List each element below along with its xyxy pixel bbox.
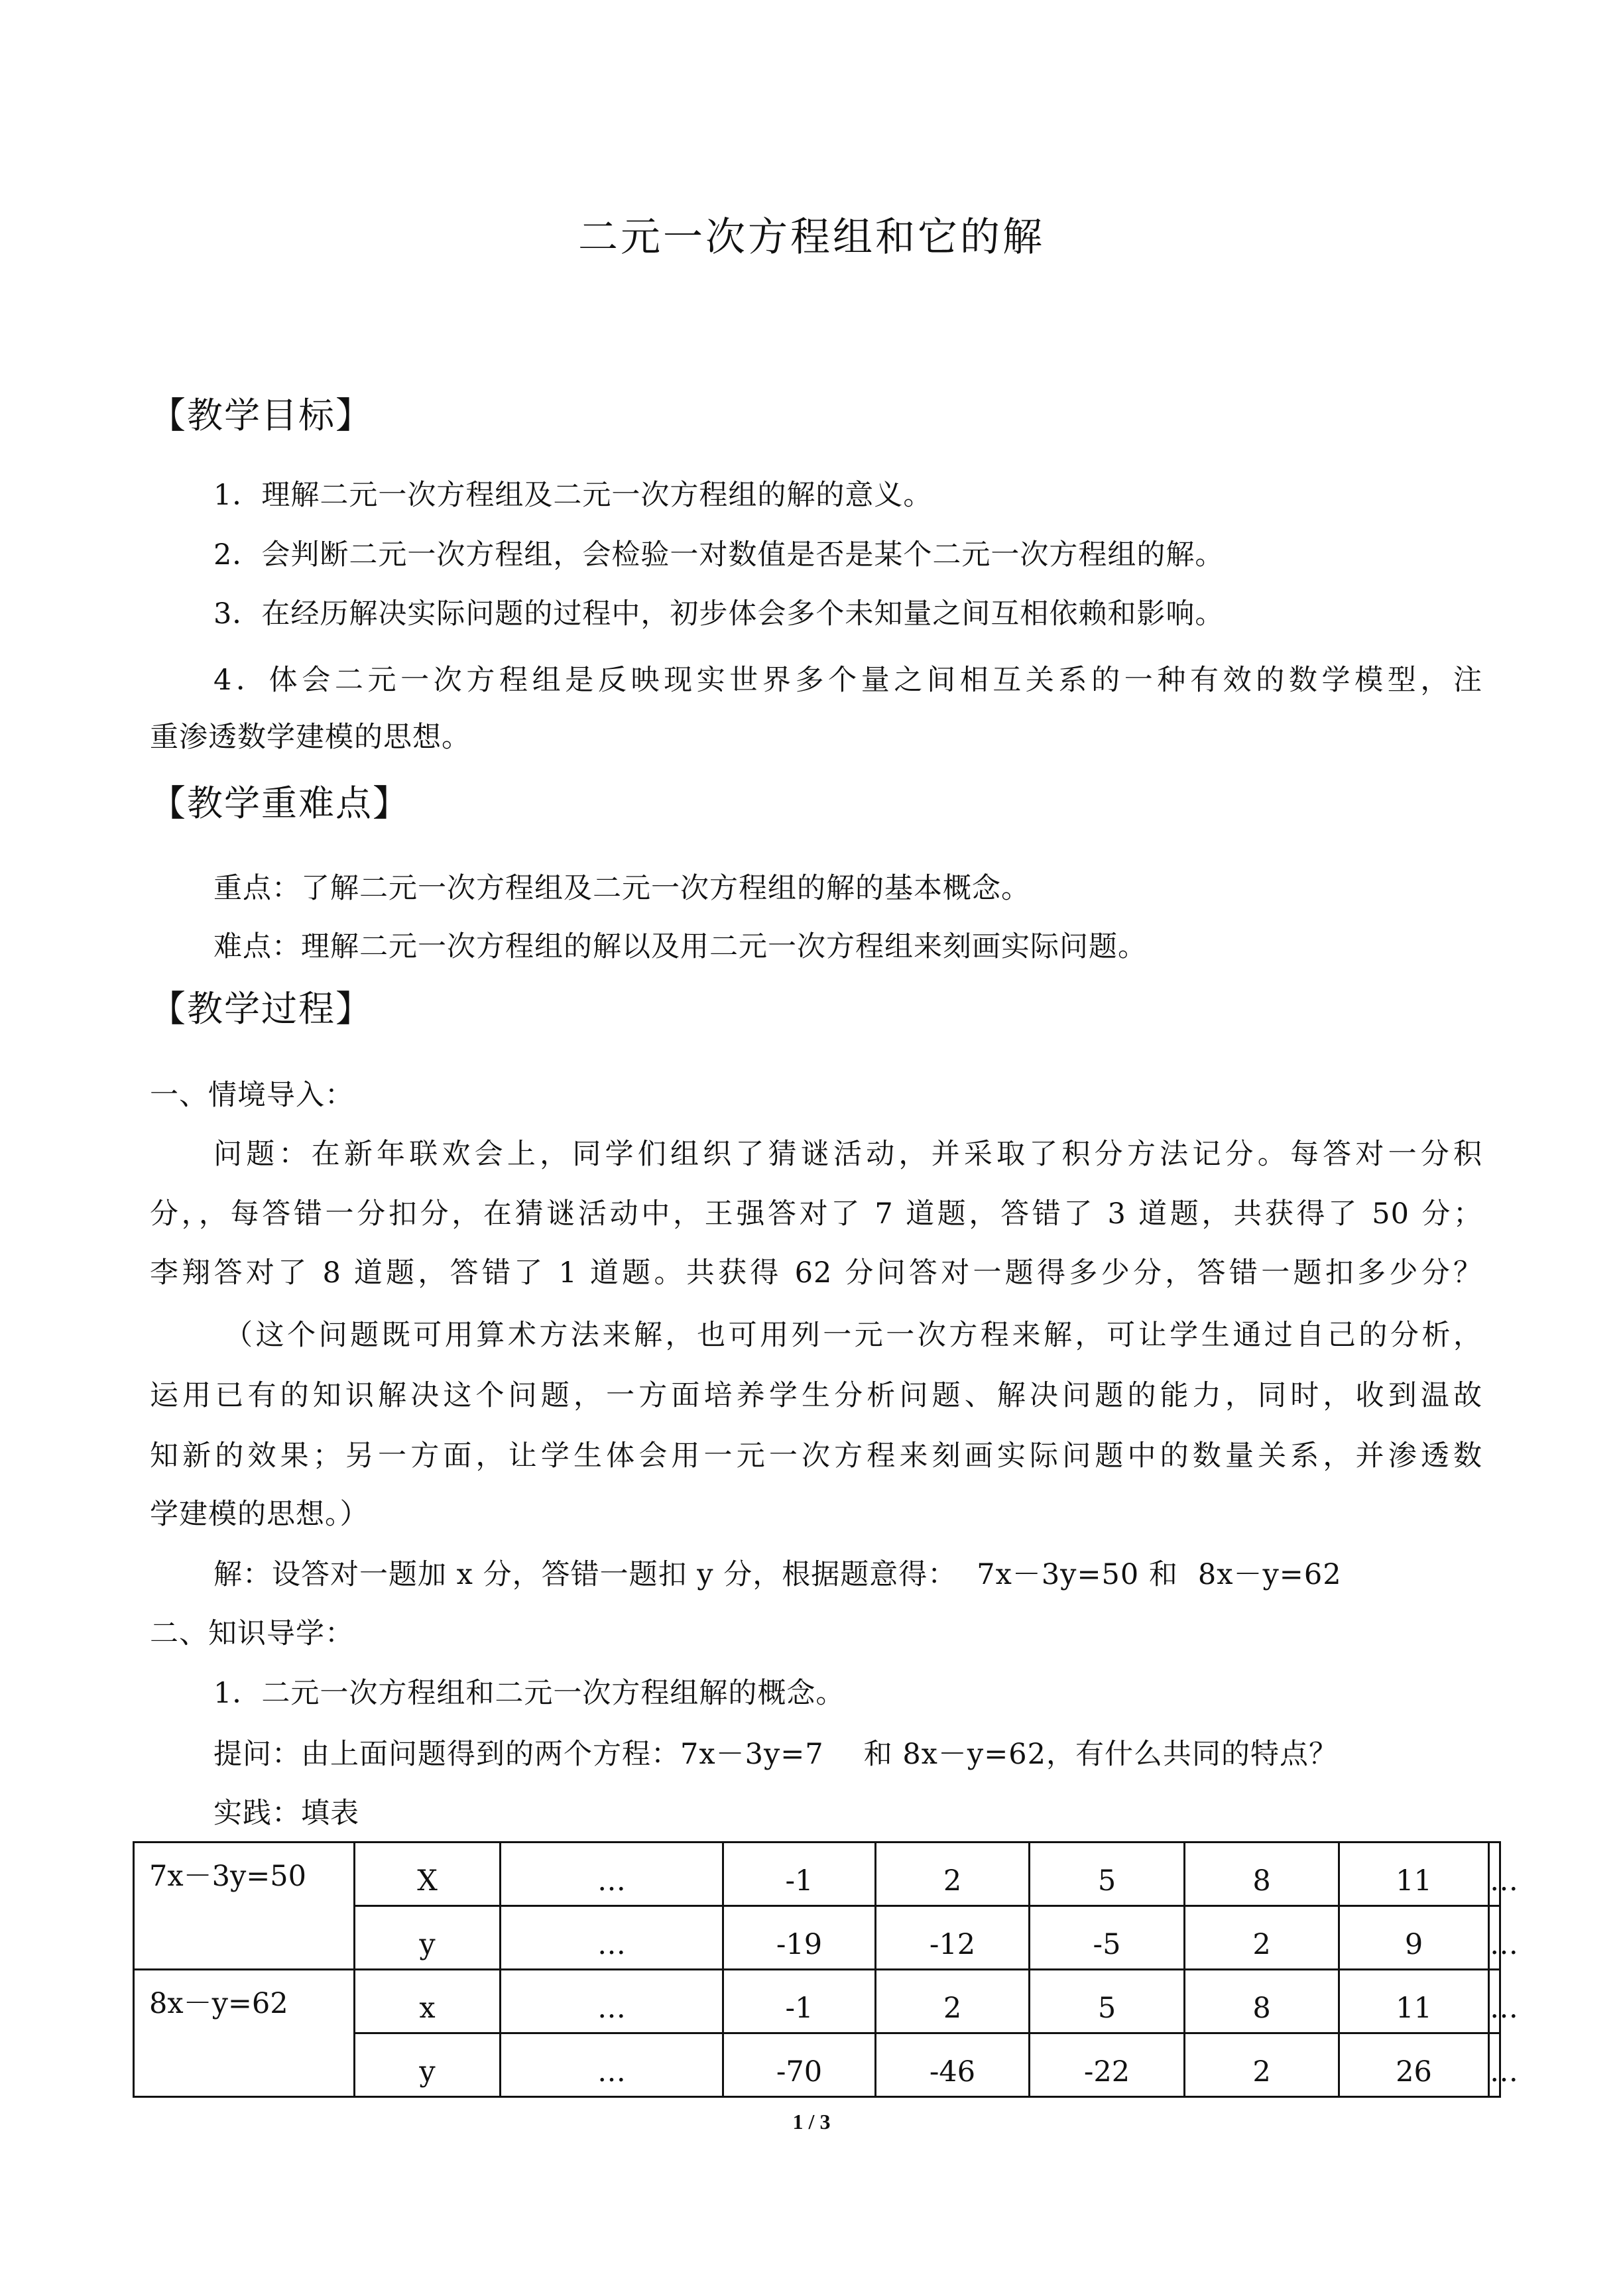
variable-label-cell: y <box>355 2033 501 2097</box>
value-cell: -1 <box>723 1970 876 2033</box>
key-point-focus: 重点：了解二元一次方程组及二元一次方程组的解的基本概念。 <box>213 872 1030 905</box>
objective-item: 3．在经历解决实际问题的过程中，初步体会多个未知量之间互相依赖和影响。 <box>213 597 1225 631</box>
value-cell: … <box>501 1843 723 1906</box>
solution-equation-2: 8x－y=62 <box>1197 1558 1342 1591</box>
value-cell: … <box>1489 1906 1500 1970</box>
value-cell: -12 <box>876 1906 1030 1970</box>
part-title-knowledge: 二、知识导学： <box>150 1617 354 1650</box>
section-heading-process: 【教学过程】 <box>150 988 373 1030</box>
problem-line: 李翔答对了 8 道题，答错了 1 道题。共获得 62 分问答对一题得多少分，答错一题扣多少分？ <box>150 1256 1482 1290</box>
value-cell: … <box>501 2033 723 2097</box>
value-cell: 2 <box>876 1843 1030 1906</box>
note-line: 学建模的思想。） <box>150 1498 369 1531</box>
equation-cell <box>134 1970 355 2097</box>
problem-line: 分，，每答错一分扣分，在猜谜活动中，王强答对了 7 道题，答错了 3 道题，共获得了 50 分； <box>150 1197 1482 1231</box>
value-cell: 8 <box>1185 1843 1339 1906</box>
equation-label: 8x－y=62 <box>149 1987 288 2020</box>
value-cell: -22 <box>1030 2033 1185 2097</box>
key-point-difficulty: 难点：理解二元一次方程组的解以及用二元一次方程组来刻画实际问题。 <box>213 930 1147 963</box>
solution-equation-1: 7x－3y=50 和 <box>977 1558 1178 1591</box>
objective-item: 2．会判断二元一次方程组，会检验一对数值是否是某个二元一次方程组的解。 <box>213 538 1225 572</box>
section-heading-objectives: 【教学目标】 <box>150 394 373 436</box>
practice-line: 实践：填表 <box>213 1797 359 1830</box>
value-cell: 2 <box>1185 1906 1339 1970</box>
section-heading-key-points: 【教学重难点】 <box>150 782 410 824</box>
value-cell: 11 <box>1339 1843 1489 1906</box>
equation-label: 7x－3y=50 <box>149 1860 307 1893</box>
note-line: 运用已有的知识解决这个问题，一方面培养学生分析问题、解决问题的能力，同时，收到温故 <box>150 1379 1482 1412</box>
value-cell: 26 <box>1339 2033 1489 2097</box>
value-cell: -5 <box>1030 1906 1185 1970</box>
value-cell: -1 <box>723 1843 876 1906</box>
question-line <box>213 1734 1338 1774</box>
objective-item: 1．理解二元一次方程组及二元一次方程组的解的意义。 <box>213 479 933 512</box>
value-cell: … <box>1489 2033 1500 2097</box>
value-cell: … <box>1489 1970 1500 2033</box>
question-prefix: 提问：由上面问题得到的两个方程：7x－3y=7 <box>213 1738 824 1771</box>
variable-label-cell: x <box>355 1970 501 2033</box>
note-line: （这个问题既可用算术方法来解，也可用列一元一次方程来解，可让学生通过自己的分析， <box>224 1319 1482 1352</box>
note-line: 知新的效果；另一方面，让学生体会用一元一次方程来刻画实际问题中的数量关系，并渗透数 <box>150 1439 1482 1473</box>
value-cell: 8 <box>1185 1970 1339 2033</box>
equation-cell <box>134 1843 355 1970</box>
concept-line: 1．二元一次方程组和二元一次方程组解的概念。 <box>213 1677 845 1710</box>
question-suffix: 和 8x－y=62，有什么共同的特点？ <box>863 1738 1338 1771</box>
value-cell: -19 <box>723 1906 876 1970</box>
value-cell: … <box>501 1906 723 1970</box>
page-title: 二元一次方程组和它的解 <box>578 214 1045 261</box>
value-cell: 5 <box>1030 1843 1185 1906</box>
table-row <box>134 1970 1500 2033</box>
value-cell: -70 <box>723 2033 876 2097</box>
solution-prefix: 解：设答对一题加 x 分，答错一题扣 y 分，根据题意得： <box>213 1558 957 1591</box>
objective-item: 4．体会二元一次方程组是反映现实世界多个量之间相互关系的一种有效的数学模型，注 <box>213 664 1482 697</box>
value-cell: … <box>1489 1843 1500 1906</box>
objective-item-continued: 重渗透数学建模的思想。 <box>150 721 471 754</box>
value-cell: … <box>501 1970 723 2033</box>
fill-in-table <box>133 1841 1518 2098</box>
value-cell: 2 <box>1185 2033 1339 2097</box>
problem-line: 问题：在新年联欢会上，同学们组织了猜谜活动，并采取了积分方法记分。每答对一分积 <box>213 1138 1482 1171</box>
value-cell: 2 <box>876 1970 1030 2033</box>
value-cell: 9 <box>1339 1906 1489 1970</box>
value-cell: 11 <box>1339 1970 1489 2033</box>
table-row <box>134 1843 1500 1906</box>
value-cell: 5 <box>1030 1970 1185 2033</box>
solution-line <box>213 1555 1342 1595</box>
variable-label-cell: X <box>355 1843 501 1906</box>
part-title-scenario: 一、情境导入： <box>150 1079 354 1112</box>
value-cell: -46 <box>876 2033 1030 2097</box>
variable-label-cell: y <box>355 1906 501 1970</box>
page-indicator: 1 / 3 <box>792 2110 831 2134</box>
